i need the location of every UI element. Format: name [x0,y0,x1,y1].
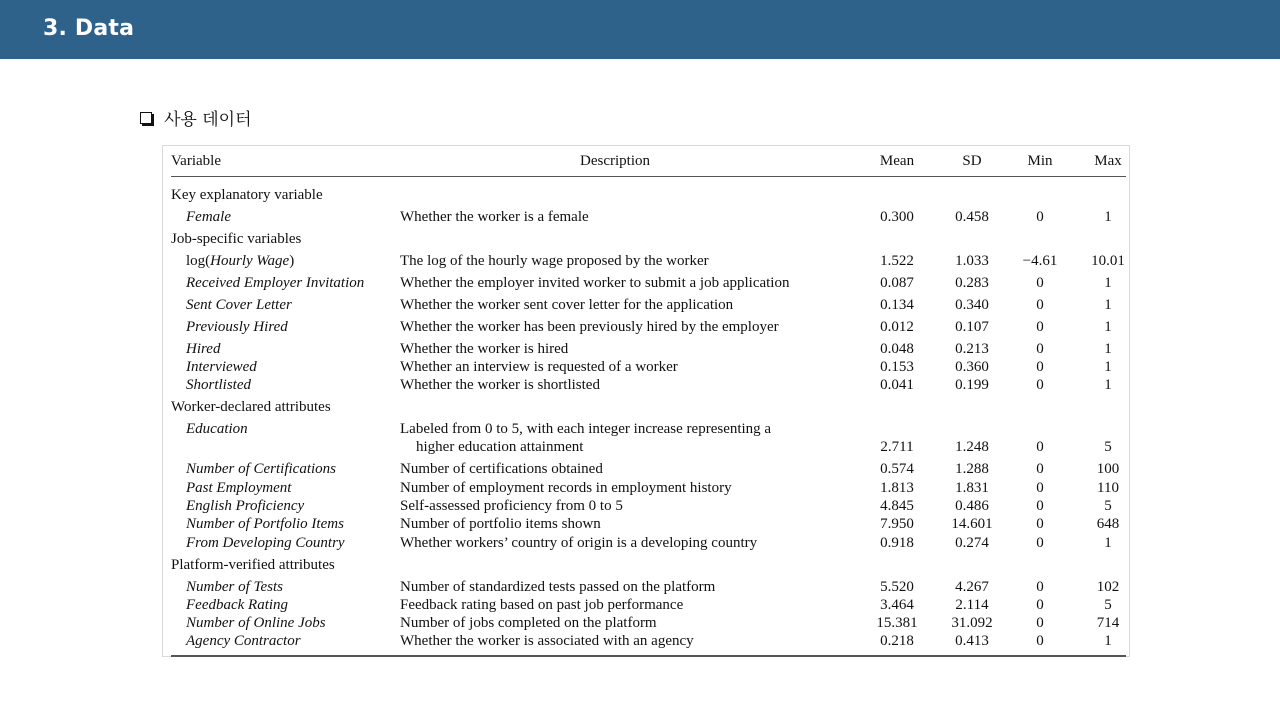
max-value: 648 [1096,516,1120,532]
min-value: 0 [1036,297,1044,313]
mean-value: 0.041 [880,377,914,393]
group-label: Job-specific variables [171,231,302,247]
sd-value: 0.360 [955,359,989,375]
section-heading [140,105,252,130]
min-value: 0 [1036,275,1044,291]
variable-name: Feedback Rating [186,597,289,613]
variable-description: The log of the hourly wage proposed by the worker [400,253,709,269]
sd-value: 0.107 [955,319,989,335]
min-value: 0 [1036,535,1044,551]
mean-value: 2.711 [880,439,914,455]
variable-name: Sent Cover Letter [186,297,292,313]
sd-value: 1.033 [955,253,989,269]
group-label: Worker-declared attributes [171,399,331,415]
max-value: 110 [1097,480,1119,496]
max-value: 5 [1104,498,1112,514]
min-value: 0 [1036,209,1044,225]
variable-name: Number of Certifications [186,461,336,477]
column-header-mean: Mean [879,153,915,169]
column-header-description: Description [580,153,650,169]
section-label: 사용 데이터 [164,110,252,130]
min-value: 0 [1036,359,1044,375]
min-value: −4.61 [1022,253,1058,269]
max-value: 714 [1096,615,1120,631]
variable-description: Whether workers’ country of origin is a developing country [400,535,758,551]
mean-value: 1.813 [880,480,914,496]
sd-value: 14.601 [951,516,993,532]
mean-value: 7.950 [880,516,914,532]
variable-description: Whether an interview is requested of a worker [400,359,678,375]
mean-value: 0.134 [880,297,914,313]
min-value: 0 [1036,319,1044,335]
variable-name: Number of Portfolio Items [186,516,344,532]
column-header-min: Min [1027,153,1053,169]
max-value: 1 [1104,275,1112,291]
variable-description: Whether the employer invited worker to submit a job application [400,275,790,291]
sd-value: 1.248 [955,439,989,455]
sd-value: 1.831 [955,480,989,496]
variable-description: Self-assessed proficiency from 0 to 5 [400,498,623,514]
header-rule [171,176,1126,177]
min-value: 0 [1036,633,1044,649]
min-value: 0 [1036,439,1044,455]
variable-description: Whether the worker sent cover letter for the application [400,297,734,313]
mean-value: 0.218 [880,633,914,649]
variable-name: Number of Online Jobs [186,615,326,631]
sd-value: 0.199 [955,377,989,393]
max-value: 1 [1104,359,1112,375]
mean-value: 1.522 [880,253,914,269]
min-value: 0 [1036,615,1044,631]
mean-value: 0.087 [880,275,914,291]
mean-value: 0.574 [880,461,914,477]
variable-name: Received Employer Invitation [186,275,365,291]
variable-description: Number of employment records in employment history [400,480,732,496]
mean-value: 0.918 [880,535,914,551]
max-value: 1 [1104,209,1112,225]
variable-name: Agency Contractor [186,633,301,649]
variable-name: log(Hourly Wage) [186,253,295,269]
min-value: 0 [1036,377,1044,393]
mean-value: 0.048 [880,341,914,357]
variable-description: Number of jobs completed on the platform [400,615,657,631]
sd-value: 0.274 [955,535,989,551]
mean-value: 3.464 [880,597,914,613]
sd-value: 0.213 [955,341,989,357]
mean-value: 0.012 [880,319,914,335]
variable-description: Number of portfolio items shown [400,516,601,532]
sd-value: 0.413 [955,633,989,649]
column-header-max: Max [1094,153,1122,169]
max-value: 100 [1096,461,1120,477]
variable-description: Whether the worker is shortlisted [400,377,600,393]
variable-description: Whether the worker is associated with an agency [400,633,694,649]
max-value: 1 [1104,377,1112,393]
variable-name: Past Employment [186,480,292,496]
sd-value: 0.340 [955,297,989,313]
variable-name: Hired [186,341,221,357]
sd-value: 0.458 [955,209,989,225]
min-value: 0 [1036,516,1044,532]
sd-value: 0.283 [955,275,989,291]
sd-value: 4.267 [955,579,989,595]
mean-value: 4.845 [880,498,914,514]
variable-description: Whether the worker is a female [400,209,589,225]
variable-name: Previously Hired [186,319,288,335]
variable-description: Number of certifications obtained [400,461,603,477]
group-label: Platform-verified attributes [171,557,335,573]
min-value: 0 [1036,579,1044,595]
bottom-rule [171,655,1126,657]
min-value: 0 [1036,461,1044,477]
mean-value: 0.300 [880,209,914,225]
sd-value: 1.288 [955,461,989,477]
variable-description: Whether the worker is hired [400,341,569,357]
sd-value: 0.486 [955,498,989,514]
max-value: 5 [1104,597,1112,613]
checkbox-icon [140,112,152,124]
sd-value: 2.114 [955,597,989,613]
column-header-variable: Variable [171,153,221,169]
min-value: 0 [1036,597,1044,613]
variable-name: From Developing Country [186,535,345,551]
max-value: 1 [1104,341,1112,357]
variable-name: Female [186,209,231,225]
mean-value: 0.153 [880,359,914,375]
variable-description: Number of standardized tests passed on the platform [400,579,716,595]
max-value: 1 [1104,535,1112,551]
variable-description: Feedback rating based on past job performance [400,597,684,613]
variable-description: Labeled from 0 to 5, with each integer increase representing a [400,421,772,437]
mean-value: 15.381 [876,615,918,631]
variable-description: Whether the worker has been previously hired by the employer [400,319,779,335]
variable-name: Interviewed [186,359,257,375]
variable-name: Education [186,421,248,437]
mean-value: 5.520 [880,579,914,595]
group-label: Key explanatory variable [171,187,323,203]
column-header-sd: SD [962,153,982,169]
variable-name: Shortlisted [186,377,252,393]
min-value: 0 [1036,341,1044,357]
variable-name: English Proficiency [186,498,305,514]
min-value: 0 [1036,498,1044,514]
max-value: 10.01 [1091,253,1125,269]
min-value: 0 [1036,480,1044,496]
max-value: 1 [1104,297,1112,313]
max-value: 1 [1104,319,1112,335]
max-value: 5 [1104,439,1112,455]
variable-description-continued: higher education attainment [416,439,584,455]
sd-value: 31.092 [951,615,993,631]
max-value: 102 [1096,579,1120,595]
slide-header [0,0,1280,59]
max-value: 1 [1104,633,1112,649]
variable-name: Number of Tests [186,579,283,595]
slide-title: 3. Data [43,16,135,41]
